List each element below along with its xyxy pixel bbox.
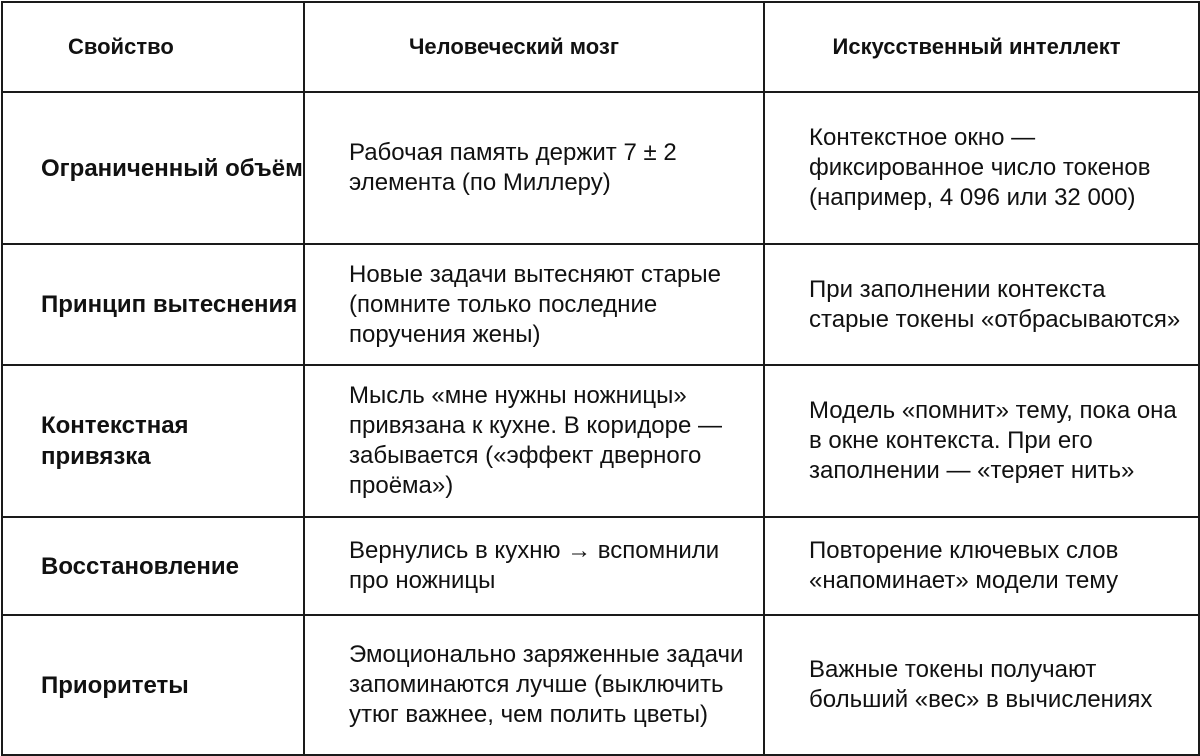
table-row [2, 244, 1199, 365]
table-row [2, 92, 1199, 244]
property-cell: Ограниченный объём [2, 92, 304, 244]
comparison-table [1, 1, 1200, 756]
table-row [2, 615, 1199, 755]
human-cell: Вернулись в кухню → вспомнили про ножницы [304, 517, 764, 615]
ai-cell: Важные токены получают больший «вес» в вычислениях [764, 615, 1199, 755]
property-cell: Принцип вытеснения [2, 244, 304, 365]
header-human-brain: Человеческий мозг [304, 2, 764, 92]
human-cell: Эмоционально заряженные задачи запоминаются лучше (выключить утюг важнее, чем полить цветы) [304, 615, 764, 755]
table-row [2, 517, 1199, 615]
header-ai: Искусственный интеллект [764, 2, 1199, 92]
table-row [2, 365, 1199, 517]
header-property: Свойство [2, 2, 304, 92]
property-cell: Контекстная привязка [2, 365, 304, 517]
human-cell: Мысль «мне нужны ножницы» привязана к кухне. В коридоре — забывается («эффект дверного проёма») [304, 365, 764, 517]
property-cell: Приоритеты [2, 615, 304, 755]
ai-cell: При заполнении контекста старые токены «отбрасываются» [764, 244, 1199, 365]
human-cell: Новые задачи вытесняют старые (помните только последние поручения жены) [304, 244, 764, 365]
property-cell: Восстановление [2, 517, 304, 615]
header-row [2, 2, 1199, 92]
ai-cell: Модель «помнит» тему, пока она в окне контекста. При его заполнении — «теряет нить» [764, 365, 1199, 517]
ai-cell: Контекстное окно — фиксированное число токенов (например, 4 096 или 32 000) [764, 92, 1199, 244]
ai-cell: Повторение ключевых слов «напоминает» модели тему [764, 517, 1199, 615]
human-cell: Рабочая память держит 7 ± 2 элемента (по Миллеру) [304, 92, 764, 244]
